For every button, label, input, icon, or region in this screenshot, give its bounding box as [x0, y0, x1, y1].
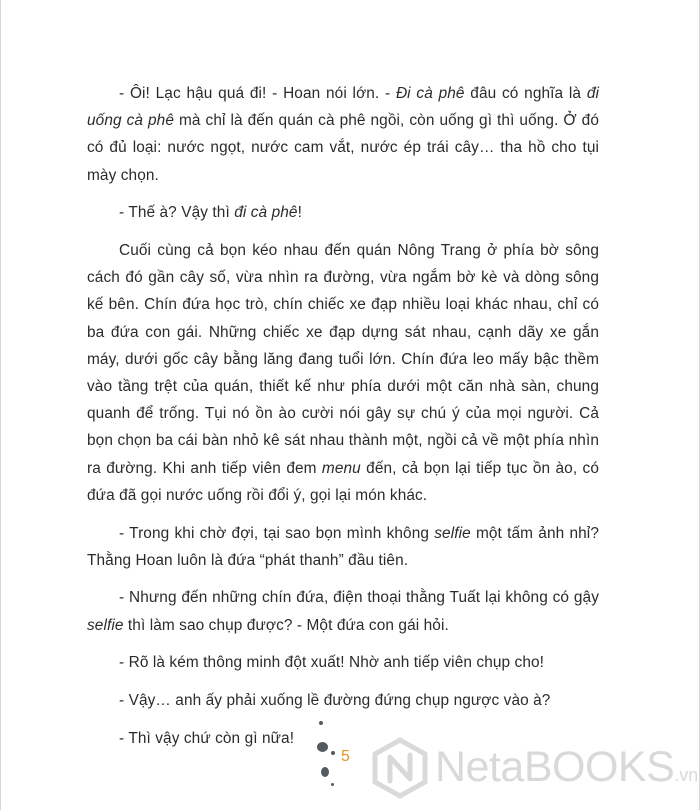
- story-paragraph: [87, 237, 599, 509]
- text-run: !: [297, 204, 302, 222]
- italic-text-run: đi uống cà phê: [87, 85, 599, 130]
- watermark-text: NetaBOOKS.vn: [435, 743, 699, 791]
- text-run: - Thì vậy chứ còn gì nữa!: [119, 729, 295, 747]
- netabooks-logo-icon: [369, 737, 431, 799]
- text-run: - Rõ là kém thông minh đột xuất! Nhờ anh tiếp viên chụp cho!: [119, 654, 545, 672]
- text-run: đến, cả bọn lại tiếp tục ồn ào, có đứa đã gọi nước uống rồi đổi ý, gọi lại món khác.: [87, 459, 600, 504]
- ink-splatter-decoration: [321, 767, 329, 777]
- italic-text-run: menu: [321, 459, 361, 477]
- text-run: - Trong khi chờ đợi, tại sao bọn mình không: [119, 524, 435, 542]
- story-paragraph: [87, 649, 599, 676]
- text-run: Cuối cùng cả bọn kéo nhau đến quán Nông Trang ở phía bờ sông cách đó gần cây số, vừa nhìn ra đường, vừa ngắm bờ kè và dòng sông kế bên. Chín đứa học trò, chín chiếc xe đạp nhiều loại khác nhau, chỉ có ba đứa con gái. Những chiếc xe đạp dựng sát nhau, cạnh dãy xe gắn máy, dưới gốc cây bằng lăng đang tuổi lớn. Chín đứa leo mấy bậc thềm vào tầng trệt của quán, thiết kế như phía dưới một căn nhà sàn, chung quanh để trống. Tụi nó ồn ào cười nói gây sự chú ý của mọi người. Cả bọn chọn ba cái bàn nhỏ kê sát nhau thành một, ngồi cả về một phía nhìn ra đường. Khi anh tiếp viên đem: [87, 242, 599, 477]
- text-run: - Vậy… anh ấy phải xuống lề đường đứng chụp ngược vào à?: [119, 692, 551, 710]
- italic-text-run: selfie: [87, 616, 124, 634]
- text-run: mà chỉ là đến quán cà phê ngồi, còn uống gì thì uống. Ở đó có đủ loại: nước ngọt, nước cam vắt, nước ép trái cây… tha hồ cho tụi mày chọn.: [87, 112, 599, 184]
- story-paragraph: [87, 80, 599, 189]
- text-run: đâu có nghĩa là: [464, 85, 587, 102]
- story-text: [87, 80, 599, 762]
- italic-text-run: selfie: [434, 524, 471, 542]
- ink-splatter-decoration: [331, 751, 335, 755]
- ink-splatter-decoration: [319, 721, 323, 725]
- story-paragraph: [87, 520, 599, 574]
- ink-splatter-decoration: [331, 783, 334, 786]
- text-run: - Ôi! Lạc hậu quá đi! - Hoan nói lớn. -: [119, 85, 396, 102]
- story-paragraph: [87, 687, 599, 714]
- text-run: một tấm ảnh nhỉ? Thằng Hoan luôn là đứa “phát thanh” đầu tiên.: [87, 524, 599, 569]
- ink-splatter-decoration: [317, 742, 328, 752]
- netabooks-watermark: [369, 733, 699, 803]
- text-run: - Thế à? Vậy thì: [119, 204, 235, 222]
- story-paragraph: [87, 199, 599, 226]
- page-number: 5: [341, 748, 350, 765]
- story-paragraph: [87, 584, 599, 638]
- italic-text-run: Đi cà phê: [395, 85, 465, 102]
- italic-text-run: đi cà phê: [234, 204, 298, 222]
- text-run: - Nhưng đến những chín đứa, điện thoại thằng Tuất lại không có gậy: [119, 589, 599, 607]
- text-run: thì làm sao chụp được? - Một đứa con gái hỏi.: [123, 616, 449, 634]
